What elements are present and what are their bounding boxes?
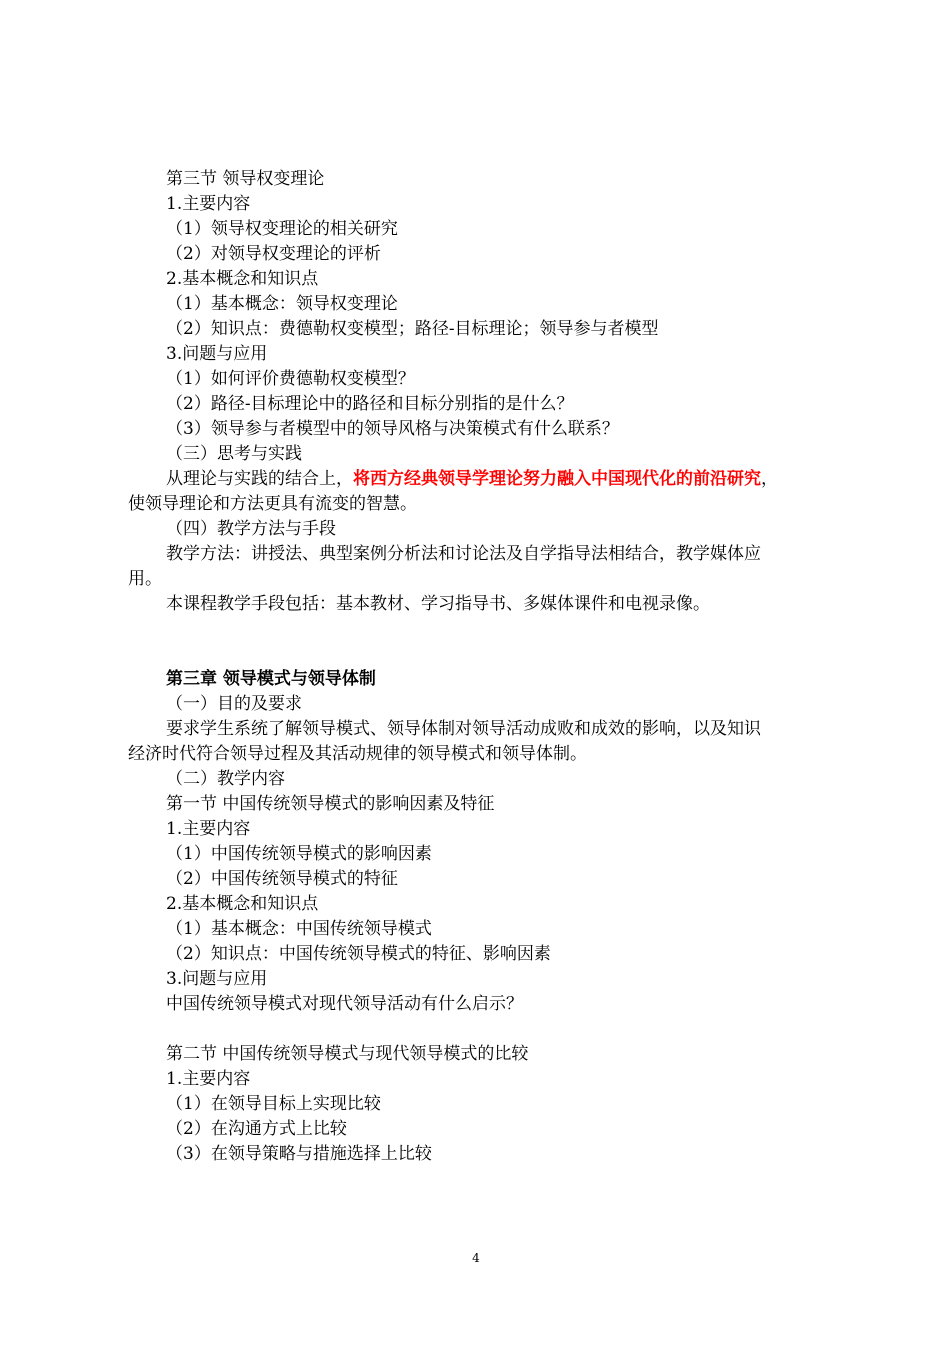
list-item: （1）中国传统领导模式的影响因素 [166, 844, 432, 864]
paragraph-text: 从理论与实践的结合上， [166, 469, 353, 489]
list-item: （1）基本概念：中国传统领导模式 [166, 919, 432, 939]
list-item: （3）在领导策略与措施选择上比较 [166, 1144, 432, 1164]
paragraph-text: ， [761, 469, 778, 489]
subheading: （二）教学内容 [166, 769, 285, 789]
list-item: （1）如何评价费德勒权变模型？ [166, 369, 415, 389]
list-item: （3）领导参与者模型中的领导风格与决策模式有什么联系？ [166, 419, 619, 439]
subheading: 2.基本概念和知识点 [166, 894, 319, 914]
paragraph-line: 要求学生系统了解领导模式、领导体制对领导活动成败和成效的影响，以及知识 [166, 719, 761, 739]
list-item: （1）领导权变理论的相关研究 [166, 219, 398, 239]
list-item: （2）在沟通方式上比较 [166, 1119, 347, 1139]
paragraph-line: 教学方法：讲授法、典型案例分析法和讨论法及自学指导法相结合，教学媒体应 [166, 544, 761, 564]
paragraph-line: 中国传统领导模式对现代领导活动有什么启示？ [166, 994, 523, 1014]
list-item: （1）基本概念：领导权变理论 [166, 294, 398, 314]
chapter-title: 第三章 领导模式与领导体制 [166, 669, 376, 689]
list-item: （2）知识点：中国传统领导模式的特征、影响因素 [166, 944, 551, 964]
list-item: （2）知识点：费德勒权变模型；路径-目标理论；领导参与者模型 [166, 319, 659, 339]
section-title: 第二节 中国传统领导模式与现代领导模式的比较 [166, 1044, 529, 1064]
subheading: （四）教学方法与手段 [166, 519, 336, 539]
section-title: 第三节 领导权变理论 [166, 169, 325, 189]
subheading: 1.主要内容 [166, 1069, 251, 1089]
subheading: 2.基本概念和知识点 [166, 269, 319, 289]
list-item: （2）中国传统领导模式的特征 [166, 869, 398, 889]
paragraph-line [128, 467, 840, 492]
list-item: （1）在领导目标上实现比较 [166, 1094, 381, 1114]
highlighted-text: 将西方经典领导学理论努力融入中国现代化的前沿研究 [353, 469, 761, 489]
subheading: 3.问题与应用 [166, 969, 268, 989]
subheading: （三）思考与实践 [166, 444, 302, 464]
paragraph-line: 使领导理论和方法更具有流变的智慧。 [128, 494, 417, 514]
paragraph-line: 本课程教学手段包括：基本教材、学习指导书、多媒体课件和电视录像。 [166, 594, 710, 614]
list-item: （2）路径-目标理论中的路径和目标分别指的是什么？ [166, 394, 574, 414]
subheading: 1.主要内容 [166, 819, 251, 839]
subheading: 3.问题与应用 [166, 344, 268, 364]
paragraph-line: 经济时代符合领导过程及其活动规律的领导模式和领导体制。 [128, 744, 587, 764]
paragraph-line: 用。 [128, 569, 162, 589]
list-item: （2）对领导权变理论的评析 [166, 244, 381, 264]
section-title: 第一节 中国传统领导模式的影响因素及特征 [166, 794, 495, 814]
subheading: （一）目的及要求 [166, 694, 302, 714]
subheading: 1.主要内容 [166, 194, 251, 214]
page-number: 4 [472, 1251, 480, 1265]
